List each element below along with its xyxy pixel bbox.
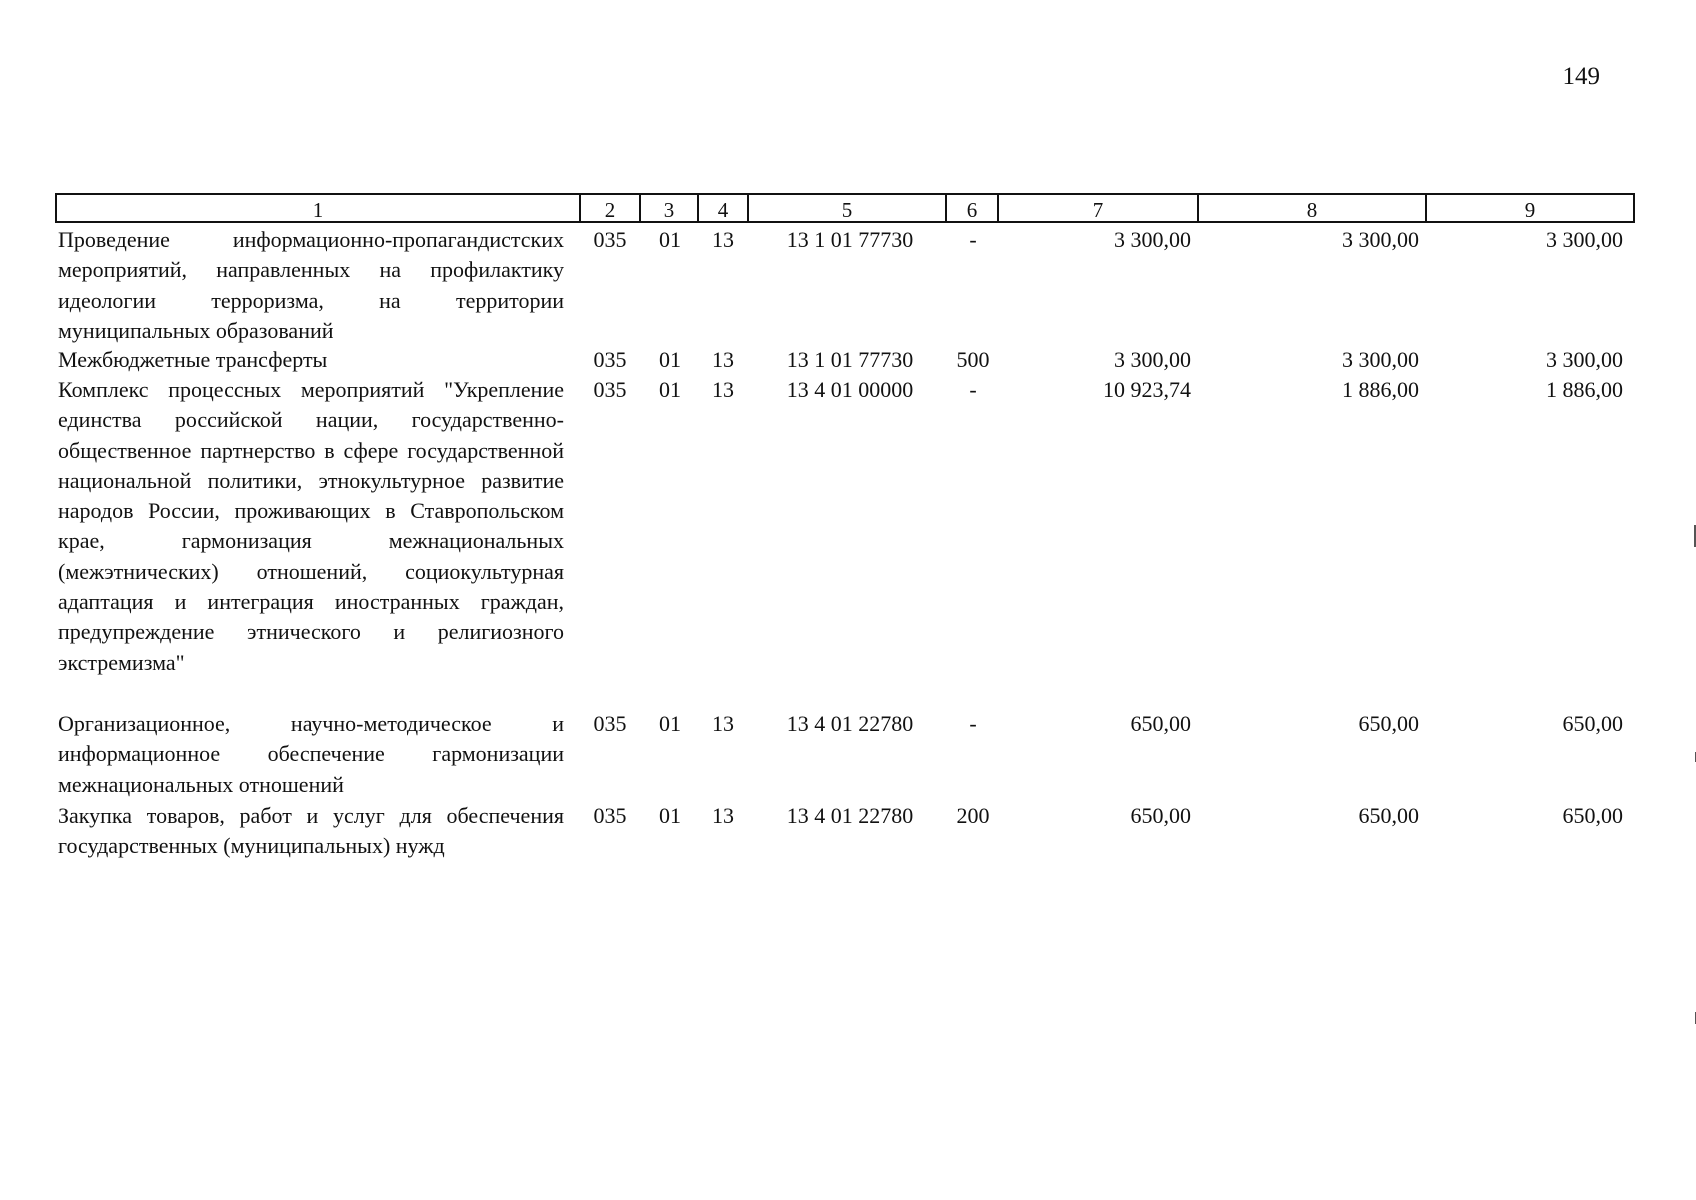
row-vr: - xyxy=(969,227,977,252)
row-description: Закупка товаров, работ и услуг для обеспечения государственных (муниципальных) нужд xyxy=(58,803,564,859)
row-description: Межбюджетные трансферты xyxy=(58,347,328,372)
row-sum-2: 650,00 xyxy=(1358,711,1419,736)
header-cell-2: 2 xyxy=(579,193,641,223)
table-row xyxy=(55,801,1639,863)
row-rz: 01 xyxy=(659,347,681,372)
row-sum-2: 650,00 xyxy=(1358,803,1419,828)
row-sum-3: 650,00 xyxy=(1562,711,1623,736)
row-sum-1: 650,00 xyxy=(1130,803,1191,828)
row-sum-3: 3 300,00 xyxy=(1546,347,1623,372)
row-sum-2: 3 300,00 xyxy=(1342,347,1419,372)
row-csr: 13 4 01 00000 xyxy=(786,377,914,402)
header-cell-1: 1 xyxy=(55,193,581,223)
row-rz: 01 xyxy=(659,711,681,736)
row-rz: 01 xyxy=(659,803,681,828)
row-sum-3: 1 886,00 xyxy=(1546,377,1623,402)
row-sum-1: 10 923,74 xyxy=(1103,377,1191,402)
header-cell-5: 5 xyxy=(747,193,947,223)
row-csr: 13 4 01 22780 xyxy=(786,711,914,736)
row-gr: 035 xyxy=(593,803,627,828)
table-row xyxy=(55,709,1639,801)
row-csr: 13 4 01 22780 xyxy=(786,803,914,828)
row-csr: 13 1 01 77730 xyxy=(786,227,914,252)
row-sum-3: 650,00 xyxy=(1562,803,1623,828)
row-sum-1: 650,00 xyxy=(1130,711,1191,736)
row-pr: 13 xyxy=(712,227,734,252)
row-sum-3: 3 300,00 xyxy=(1546,227,1623,252)
row-csr: 13 1 01 77730 xyxy=(786,347,914,372)
row-pr: 13 xyxy=(712,347,734,372)
row-rz: 01 xyxy=(659,227,681,252)
row-pr: 13 xyxy=(712,711,734,736)
header-cell-8: 8 xyxy=(1197,193,1427,223)
row-sum-1: 3 300,00 xyxy=(1114,227,1191,252)
page-number: 149 xyxy=(1562,63,1600,90)
row-vr: 500 xyxy=(956,347,990,372)
header-cell-3: 3 xyxy=(639,193,699,223)
row-gr: 035 xyxy=(593,227,627,252)
header-cell-4: 4 xyxy=(697,193,749,223)
row-vr: - xyxy=(969,377,977,402)
row-description: Комплекс процессных мероприятий "Укрепление единства российской нации, государственно-общественное партнерство в сфере государственной национальной политики, этнокультурное развитие народов России, проживающих в Ставропольском крае, гармонизация межнациональных (межэтнических) отношений, социокультурная адаптация и интеграция иностранных граждан, предупреждение этнического и религиозного экстремизма" xyxy=(58,377,564,675)
header-cell-6: 6 xyxy=(945,193,999,223)
row-gr: 035 xyxy=(593,347,627,372)
row-sum-2: 1 886,00 xyxy=(1342,377,1419,402)
row-vr: - xyxy=(969,711,977,736)
table-row xyxy=(55,345,1639,375)
row-vr: 200 xyxy=(956,803,990,828)
table-row xyxy=(55,375,1639,709)
budget-table xyxy=(55,193,1639,863)
row-pr: 13 xyxy=(712,803,734,828)
row-sum-2: 3 300,00 xyxy=(1342,227,1419,252)
row-sum-1: 3 300,00 xyxy=(1114,347,1191,372)
row-rz: 01 xyxy=(659,377,681,402)
header-cell-7: 7 xyxy=(997,193,1199,223)
row-pr: 13 xyxy=(712,377,734,402)
row-gr: 035 xyxy=(593,711,627,736)
row-description: Проведение информационно-пропагандистских мероприятий, направленных на профилактику идеологии терроризма, на территории муниципальных образований xyxy=(58,227,564,343)
row-gr: 035 xyxy=(593,377,627,402)
header-cell-9: 9 xyxy=(1425,193,1635,223)
row-description: Организационное, научно-методическое и информационное обеспечение гармонизации межнациональных отношений xyxy=(58,711,564,797)
table-row xyxy=(55,225,1639,345)
table-header-row xyxy=(55,193,1639,225)
